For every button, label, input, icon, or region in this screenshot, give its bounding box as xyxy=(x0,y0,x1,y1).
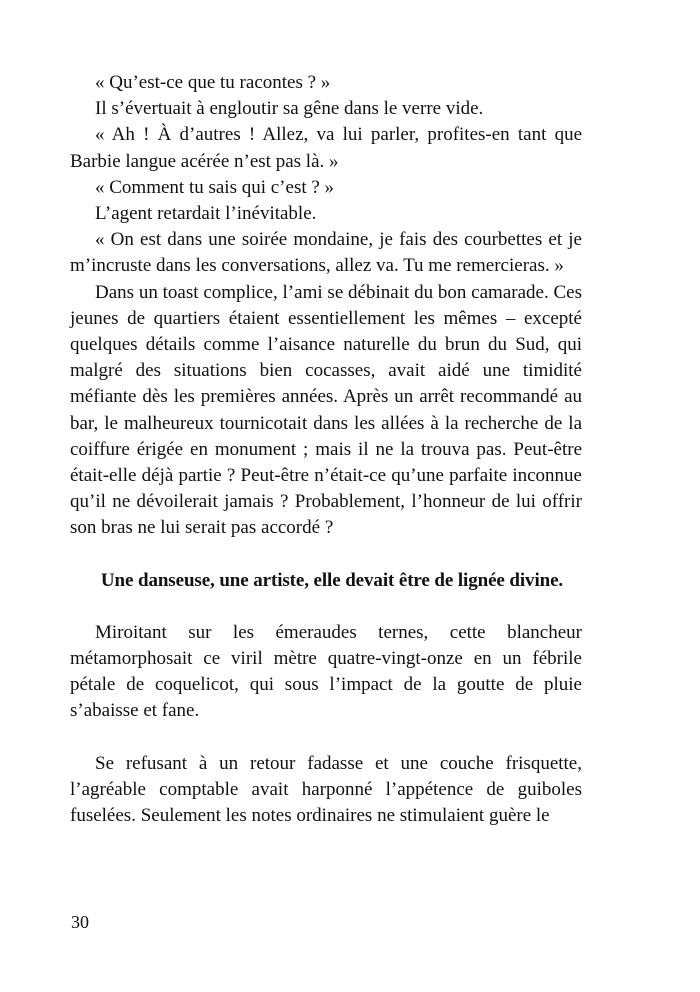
page-body xyxy=(70,70,582,829)
narration-line: L’agent retardait l’inévitable. xyxy=(95,203,317,225)
narration-paragraph: Se refusant à un retour fadasse et une couche frisquette, l’agréable comptable avait harponné l’appétence de guiboles fuselées. Seulement les notes ordinaires ne stimulaient guère le xyxy=(70,752,582,827)
narration-paragraph: Dans un toast complice, l’ami se débinait du bon camarade. Ces jeunes de quartiers étaient essentiellement les mêmes – excepté quelques détails comme l’aisance naturelle du brun du Sud, qui malgré des situations bien cocasses, avait aidé une timidité méfiante dès les premières années. Après un arrêt recommandé au bar, le malheureux tournicotait dans les allées à la recherche de la coiffure érigée en monument ; mais il ne la trouva pas. Peut-être était-elle déjà partie ? Peut-être n’était-ce qu’une parfaite inconnue qu’il ne dévoilerait jamais ? Probablement, l’honneur de lui offrir son bras ne lui serait pas accordé ? xyxy=(70,281,582,539)
dialogue-line: « On est dans une soirée mondaine, je fais des courbettes et je m’incruste dans les conversations, allez va. Tu me remercieras. » xyxy=(70,229,582,277)
dialogue-line: « Ah ! À d’autres ! Allez, va lui parler, profites-en tant que Barbie langue acérée n’est pas là. » xyxy=(70,124,582,172)
dialogue-line: « Qu’est-ce que tu racontes ? » xyxy=(95,72,331,93)
spacer xyxy=(70,542,582,568)
narration-line: Il s’évertuait à engloutir sa gêne dans le verre vide. xyxy=(95,98,484,120)
narration-paragraph: Miroitant sur les émeraudes ternes, cette blancheur métamorphosait ce viril mètre quatre-vingt-onze en un fébrile pétale de coquelicot, qui sous l’impact de la goutte de pluie s’abaisse et fane. xyxy=(70,621,582,722)
page-number: 30 xyxy=(71,912,89,932)
spacer xyxy=(70,594,582,620)
dialogue-line: « Comment tu sais qui c’est ? » xyxy=(95,176,335,198)
section-heading: Une danseuse, une artiste, elle devait être de lignée divine. xyxy=(100,569,564,591)
spacer xyxy=(70,725,582,751)
